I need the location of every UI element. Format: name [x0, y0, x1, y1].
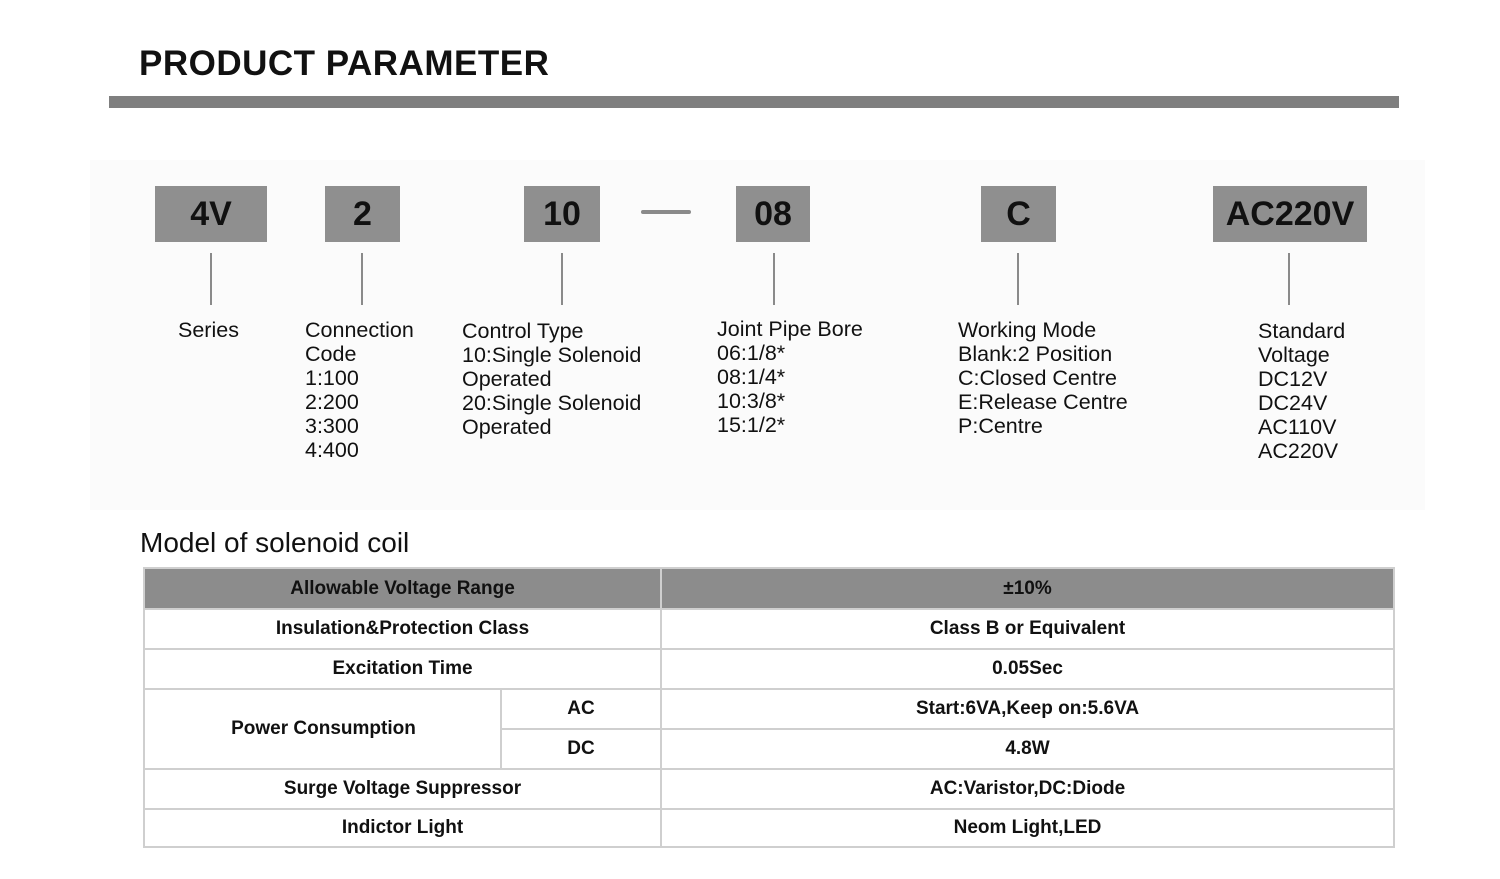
desc-standard-voltage — [1258, 319, 1345, 463]
desc-line: Blank:2 Position — [958, 342, 1113, 366]
desc-line: Series — [178, 318, 239, 342]
code-segment-voltage: AC220V — [1213, 186, 1367, 242]
desc-line: Connection — [305, 318, 414, 342]
connector-line — [561, 253, 563, 305]
grid-line — [145, 648, 1393, 650]
desc-joint-pipe-bore — [717, 317, 863, 437]
desc-line: Code — [305, 342, 357, 366]
grid-line — [145, 808, 1393, 810]
coil-spec-table — [143, 567, 1395, 848]
code-dash — [641, 210, 691, 214]
desc-line: Operated — [462, 415, 552, 439]
desc-line: E:Release Centre — [958, 390, 1128, 414]
desc-control-type — [462, 319, 641, 439]
desc-line: Standard — [1258, 319, 1346, 343]
connector-line — [1288, 253, 1290, 305]
row-label: Excitation Time — [332, 658, 473, 679]
row-value: Class B or Equivalent — [929, 618, 1126, 639]
code-segment-series: 4V — [155, 186, 267, 242]
row-label: Power Consumption — [231, 718, 416, 739]
code-segment-control: 10 — [524, 186, 600, 242]
connector-line — [773, 253, 775, 305]
coil-section-title: Model of solenoid coil — [140, 527, 410, 558]
desc-line: 2:200 — [305, 390, 359, 414]
desc-line: P:Centre — [958, 414, 1043, 438]
desc-line: Operated — [462, 367, 552, 391]
desc-line: 10:3/8* — [717, 389, 786, 413]
desc-line: AC220V — [1258, 439, 1339, 463]
desc-line: 1:100 — [305, 366, 359, 390]
desc-line: 06:1/8* — [717, 341, 786, 365]
grid-line — [145, 608, 1393, 610]
desc-working-mode — [958, 318, 1128, 438]
desc-line: Voltage — [1258, 343, 1330, 367]
desc-line: 4:400 — [305, 438, 359, 462]
grid-line — [145, 688, 1393, 690]
row-label: Insulation&Protection Class — [275, 618, 530, 639]
row-value: 4.8W — [1005, 738, 1050, 759]
code-segment-mode: C — [981, 186, 1056, 242]
desc-line: 15:1/2* — [717, 413, 786, 437]
desc-connection-code — [305, 318, 414, 462]
connector-line — [361, 253, 363, 305]
grid-line — [145, 768, 1393, 770]
sub-label-ac: AC — [567, 698, 595, 719]
desc-line: DC12V — [1258, 367, 1328, 391]
row-value: ±10% — [1003, 578, 1052, 599]
desc-line: 3:300 — [305, 414, 359, 438]
row-value: 0.05Sec — [992, 658, 1063, 679]
row-value: Start:6VA,Keep on:5.6VA — [915, 698, 1140, 719]
sub-label-dc: DC — [567, 738, 595, 759]
code-segment-connection: 2 — [325, 186, 400, 242]
row-value: AC:Varistor,DC:Diode — [929, 778, 1126, 799]
connector-line — [1017, 253, 1019, 305]
desc-line: Control Type — [462, 319, 584, 343]
desc-line: 10:Single Solenoid — [462, 343, 642, 367]
desc-line: DC24V — [1258, 391, 1328, 415]
row-label: Surge Voltage Suppressor — [283, 778, 522, 799]
desc-line: 20:Single Solenoid — [462, 391, 642, 415]
connector-line — [210, 253, 212, 305]
row-label: Allowable Voltage Range — [290, 578, 515, 599]
desc-line: Working Mode — [958, 318, 1097, 342]
grid-line — [500, 728, 1393, 730]
title-divider — [109, 96, 1399, 108]
row-value: Neom Light,LED — [953, 816, 1102, 838]
desc-line: Joint Pipe Bore — [717, 317, 863, 341]
page-title: PRODUCT PARAMETER — [139, 44, 550, 83]
desc-line: C:Closed Centre — [958, 366, 1117, 390]
row-label: Indictor Light — [341, 816, 464, 838]
desc-line: AC110V — [1258, 415, 1337, 439]
code-segment-bore: 08 — [736, 186, 810, 242]
desc-series — [178, 318, 239, 342]
grid-line — [660, 569, 662, 846]
desc-line: 08:1/4* — [717, 365, 786, 389]
